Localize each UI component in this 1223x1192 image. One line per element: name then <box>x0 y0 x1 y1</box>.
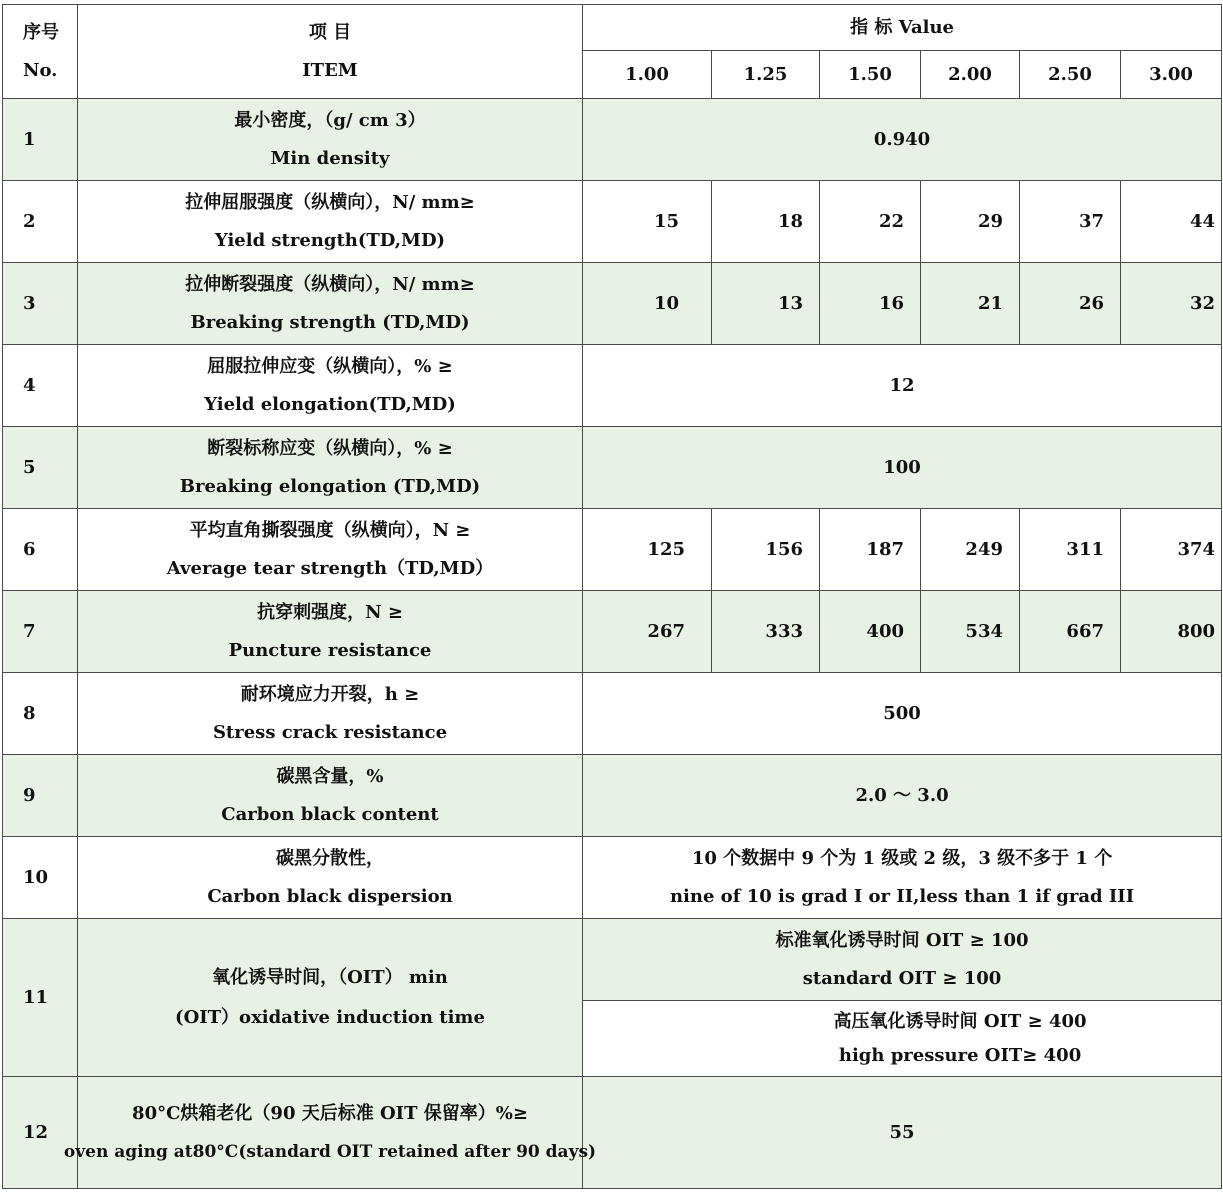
row-number: 8 <box>3 673 78 755</box>
row-number: 4 <box>3 345 78 427</box>
table-row <box>3 673 1222 755</box>
row-number: 7 <box>3 591 78 673</box>
value-cn: 高压氧化诱导时间 OIT ≥ 400 <box>833 1010 1087 1032</box>
item-en: Average tear strength（TD,MD） <box>166 557 494 579</box>
value-cell: 22 <box>820 181 921 263</box>
table-row <box>3 509 1222 591</box>
value-header: 指 标 Value <box>583 5 1222 51</box>
value-cell: 374 <box>1121 509 1222 591</box>
item-header <box>78 5 583 99</box>
value-cn: 10 个数据中 9 个为 1 级或 2 级，3 级不多于 1 个 <box>691 847 1113 869</box>
value-cell: 333 <box>712 591 820 673</box>
item-cn: 断裂标称应变（纵横向），% ≥ <box>207 437 453 459</box>
table-row <box>3 99 1222 181</box>
value-cell: 55 <box>583 1077 1222 1189</box>
thickness-header: 1.50 <box>820 51 921 99</box>
item-cell <box>78 427 583 509</box>
value-cell <box>583 919 1222 1001</box>
value-cell: 667 <box>1020 591 1121 673</box>
value-cell: 187 <box>820 509 921 591</box>
table-row <box>3 263 1222 345</box>
value-cell: 26 <box>1020 263 1121 345</box>
value-cell: 18 <box>712 181 820 263</box>
table-row <box>3 1077 1222 1189</box>
item-en: Carbon black dispersion <box>207 885 453 907</box>
value-cell: 44 <box>1121 181 1222 263</box>
row-number: 6 <box>3 509 78 591</box>
item-cell <box>78 99 583 181</box>
item-cn: 屈服拉伸应变（纵横向），% ≥ <box>207 355 453 377</box>
no-header-en: No. <box>23 59 58 81</box>
item-cell <box>78 673 583 755</box>
item-cell <box>78 509 583 591</box>
item-cell <box>63 1077 597 1189</box>
item-cn: 平均直角撕裂强度（纵横向），N ≥ <box>189 519 471 541</box>
value-cell: 534 <box>921 591 1020 673</box>
item-en: Puncture resistance <box>228 639 432 661</box>
thickness-header: 1.00 <box>583 51 712 99</box>
table-row <box>3 345 1222 427</box>
spec-table <box>2 4 1222 1189</box>
table-row <box>3 181 1222 263</box>
row-number: 5 <box>3 427 78 509</box>
item-cn: 拉伸屈服强度（纵横向），N/ mm≥ <box>185 191 475 213</box>
item-cn: 氧化诱导时间，（OIT） min <box>212 966 448 988</box>
item-en: (OIT）oxidative induction time <box>175 1006 485 1028</box>
item-en: Yield elongation(TD,MD) <box>204 393 456 415</box>
item-cell <box>78 591 583 673</box>
value-cell: 10 <box>583 263 712 345</box>
item-cn: 抗穿刺强度，N ≥ <box>257 601 403 623</box>
no-header <box>3 5 78 99</box>
item-cn: 80°C烘箱老化（90 天后标准 OIT 保留率）%≥ <box>132 1102 528 1124</box>
value-cell: 13 <box>712 263 820 345</box>
value-cell: 311 <box>1020 509 1121 591</box>
item-en: oven aging at80°C(standard OIT retained after 90 days) <box>63 1141 597 1162</box>
thickness-header: 2.00 <box>921 51 1020 99</box>
item-en: Breaking strength (TD,MD) <box>190 311 470 333</box>
item-cn: 耐环境应力开裂，h ≥ <box>240 683 420 705</box>
item-cell <box>78 181 583 263</box>
value-cell: 100 <box>583 427 1222 509</box>
item-cn: 碳黑分散性， <box>276 847 384 869</box>
item-en: Min density <box>270 147 390 169</box>
thickness-header: 3.00 <box>1121 51 1222 99</box>
item-en: Breaking elongation (TD,MD) <box>179 475 481 497</box>
value-cell: 249 <box>921 509 1020 591</box>
value-cell: 267 <box>583 591 712 673</box>
value-cell: 32 <box>1121 263 1222 345</box>
table-row <box>3 837 1222 919</box>
table-row <box>3 919 1222 1001</box>
row-number: 10 <box>3 837 78 919</box>
value-cell: 16 <box>820 263 921 345</box>
row-number: 12 <box>3 1077 78 1189</box>
item-en: Carbon black content <box>221 803 439 825</box>
value-cell: 15 <box>583 181 712 263</box>
value-cell: 21 <box>921 263 1020 345</box>
item-cn: 最小密度，（g/ cm 3） <box>234 109 426 131</box>
item-cell <box>78 263 583 345</box>
item-en: Yield strength(TD,MD) <box>214 229 446 251</box>
item-cn: 拉伸断裂强度（纵横向），N/ mm≥ <box>185 273 475 295</box>
table-row <box>3 427 1222 509</box>
table-row <box>3 591 1222 673</box>
item-en: Stress crack resistance <box>212 721 448 743</box>
item-header-cn: 项 目 <box>308 21 352 43</box>
row-number: 1 <box>3 99 78 181</box>
value-cell: 12 <box>583 345 1222 427</box>
value-cn: 标准氧化诱导时间 OIT ≥ 100 <box>775 929 1029 951</box>
value-en: high pressure OIT≥ 400 <box>838 1044 1082 1066</box>
row-number: 2 <box>3 181 78 263</box>
item-cell <box>78 919 583 1077</box>
value-cell: 29 <box>921 181 1020 263</box>
value-en: standard OIT ≥ 100 <box>802 967 1002 989</box>
item-header-en: ITEM <box>302 59 358 81</box>
value-cell: 0.940 <box>583 99 1222 181</box>
value-cell <box>583 1001 1222 1077</box>
row-number: 9 <box>3 755 78 837</box>
item-cell <box>78 755 583 837</box>
thickness-header: 2.50 <box>1020 51 1121 99</box>
no-header-cn: 序号 <box>23 21 59 43</box>
thickness-header: 1.25 <box>712 51 820 99</box>
value-cell: 500 <box>583 673 1222 755</box>
header-row-1 <box>3 5 1222 51</box>
row-number: 3 <box>3 263 78 345</box>
value-cell: 400 <box>820 591 921 673</box>
value-cell: 37 <box>1020 181 1121 263</box>
row-number: 11 <box>3 919 78 1077</box>
item-cell <box>78 837 583 919</box>
value-cell: 125 <box>583 509 712 591</box>
value-cell: 800 <box>1121 591 1222 673</box>
value-cell: 2.0 ～ 3.0 <box>583 755 1222 837</box>
value-cell <box>583 837 1222 919</box>
value-en: nine of 10 is grad I or II,less than 1 if grad III <box>669 885 1135 907</box>
item-cn: 碳黑含量，% <box>276 765 384 787</box>
item-cell <box>78 345 583 427</box>
value-cell: 156 <box>712 509 820 591</box>
table-row <box>3 755 1222 837</box>
